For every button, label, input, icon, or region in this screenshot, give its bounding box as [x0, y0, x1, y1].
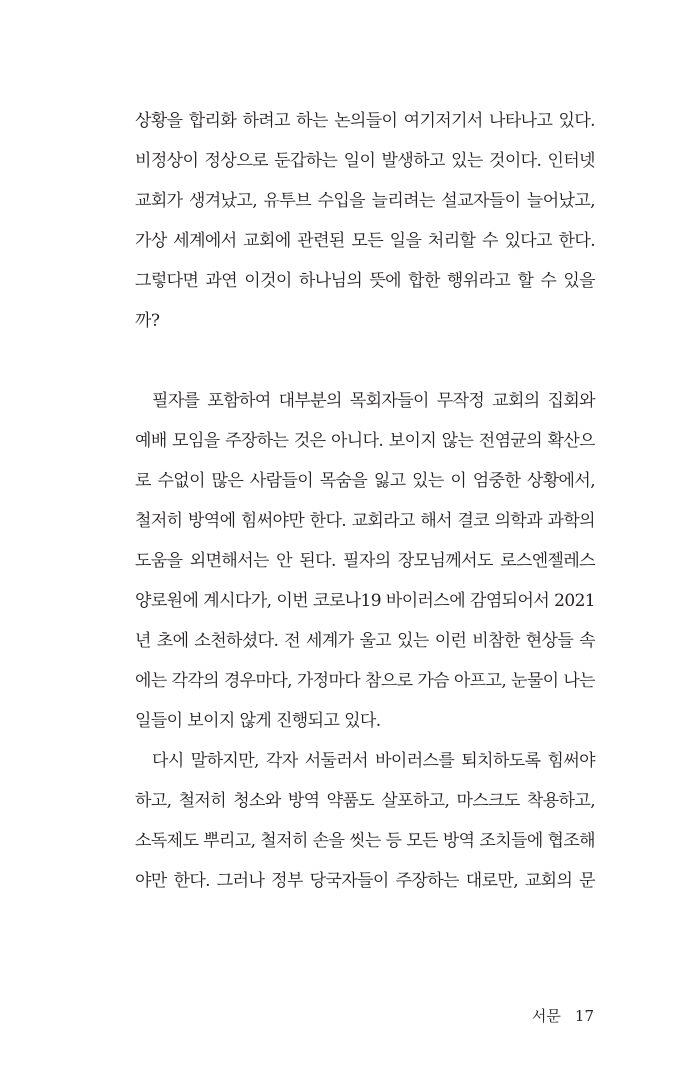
text-line: 예배 모임을 주장하는 것은 아니다. 보이지 않는 전염균의 확산으 — [135, 431, 595, 451]
text-line: 그렇다면 과연 이것이 하나님의 뜻에 합한 행위라고 할 수 있을 — [135, 271, 595, 291]
text-line: 소독제도 뿌리고, 철저히 손을 씻는 등 모든 방역 조치들에 협조해 — [135, 831, 595, 851]
text-line: 비정상이 정상으로 둔갑하는 일이 발생하고 있는 것이다. 인터넷 — [135, 151, 595, 171]
paragraph-gap — [135, 341, 595, 381]
text-line: 철저히 방역에 힘써야만 한다. 교회라고 해서 결코 의학과 과학의 — [135, 511, 595, 531]
text-line: 다시 말하지만, 각자 서둘러서 바이러스를 퇴치하도록 힘써야 — [152, 751, 595, 771]
running-footer-section: 서문 — [531, 1007, 561, 1025]
paragraph — [135, 741, 595, 901]
text-line: 필자를 포함하여 대부분의 목회자들이 무작정 교회의 집회와 — [152, 391, 595, 411]
text-line: 까? — [135, 311, 160, 331]
text-line: 년 초에 소천하셨다. 전 세계가 울고 있는 이런 비참한 현상들 속 — [135, 631, 595, 651]
page-footer — [532, 1006, 594, 1026]
text-line: 일들이 보이지 않게 진행되고 있다. — [135, 711, 381, 731]
page-number: 17 — [574, 1007, 594, 1025]
body-text — [135, 101, 595, 901]
text-line: 로 수없이 많은 사람들이 목숨을 잃고 있는 이 엄중한 상황에서, — [135, 471, 595, 491]
text-line: 야만 한다. 그러나 정부 당국자들이 주장하는 대로만, 교회의 문 — [135, 871, 595, 891]
text-line: 교회가 생겨났고, 유투브 수입을 늘리려는 설교자들이 늘어났고, — [135, 191, 595, 211]
text-line: 가상 세계에서 교회에 관련된 모든 일을 처리할 수 있다고 한다. — [135, 231, 595, 251]
paragraph — [135, 381, 595, 741]
text-line: 상황을 합리화 하려고 하는 논의들이 여기저기서 나타나고 있다. — [135, 111, 595, 131]
text-line: 양로원에 계시다가, 이번 코로나19 바이러스에 감염되어서 2021 — [135, 591, 595, 611]
text-line: 하고, 철저히 청소와 방역 약품도 살포하고, 마스크도 착용하고, — [135, 791, 595, 811]
text-line: 에는 각각의 경우마다, 가정마다 참으로 가슴 아프고, 눈물이 나는 — [135, 671, 595, 691]
paragraph — [135, 101, 595, 341]
text-line: 도움을 외면해서는 안 된다. 필자의 장모님께서도 로스엔젤레스 — [135, 551, 595, 571]
